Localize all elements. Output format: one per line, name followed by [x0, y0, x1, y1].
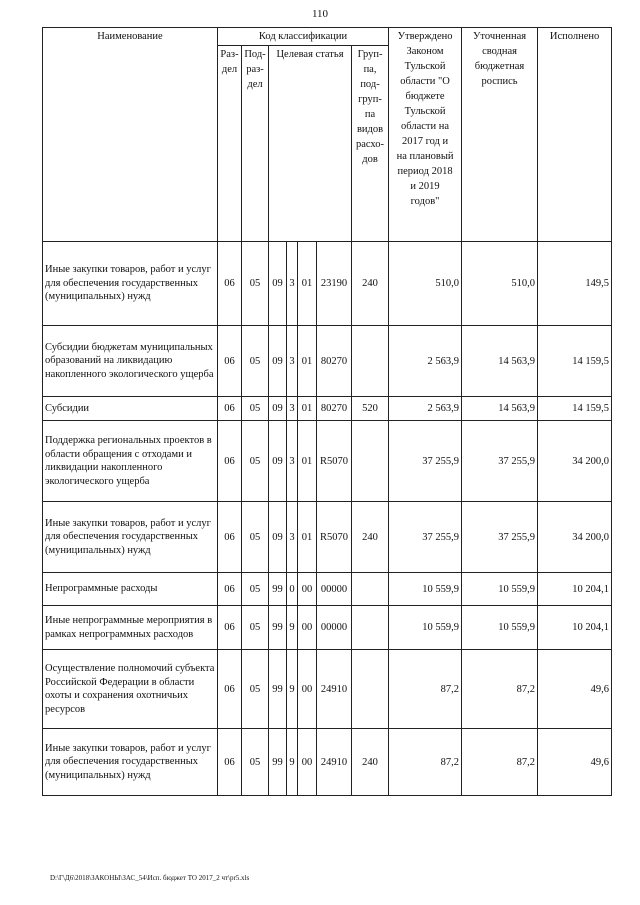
- cell-podrazdel: 05: [242, 421, 269, 502]
- cell-vid: [352, 606, 389, 650]
- cell-cs1: 09: [269, 502, 287, 573]
- cell-cs1: 09: [269, 326, 287, 397]
- header-target-article: Целевая статья: [269, 46, 352, 242]
- cell-cs2: 9: [287, 606, 298, 650]
- cell-vid: 240: [352, 729, 389, 796]
- cell-vid: 240: [352, 242, 389, 326]
- cell-cs2: 9: [287, 729, 298, 796]
- cell-vid: [352, 573, 389, 606]
- cell-approved: 510,0: [389, 242, 462, 326]
- cell-cs1: 09: [269, 421, 287, 502]
- cell-executed: 149,5: [538, 242, 612, 326]
- cell-executed: 10 204,1: [538, 573, 612, 606]
- cell-name: Иные закупки товаров, работ и услуг для обеспечения государственных (муниципальных) нужд: [43, 242, 218, 326]
- cell-podrazdel: 05: [242, 502, 269, 573]
- cell-razdel: 06: [218, 729, 242, 796]
- cell-vid: [352, 650, 389, 729]
- cell-podrazdel: 05: [242, 650, 269, 729]
- cell-approved: 87,2: [389, 650, 462, 729]
- cell-razdel: 06: [218, 326, 242, 397]
- cell-cs2: 3: [287, 242, 298, 326]
- cell-executed: 14 159,5: [538, 326, 612, 397]
- cell-refined: 14 563,9: [462, 397, 538, 421]
- cell-cs3: 01: [298, 502, 317, 573]
- cell-name: Осуществление полномочий субъекта Российской Федерации в области охоты и сохранения охотничьих ресурсов: [43, 650, 218, 729]
- header-expense-group: Груп- па, под- груп- па видов расхо- дов: [352, 46, 389, 242]
- cell-approved: 2 563,9: [389, 397, 462, 421]
- cell-podrazdel: 05: [242, 729, 269, 796]
- cell-vid: 520: [352, 397, 389, 421]
- cell-razdel: 06: [218, 242, 242, 326]
- cell-cs4: 24910: [317, 650, 352, 729]
- header-approved: Утверждено Законом Тульской области "О бюджете Тульской области на 2017 год и на плановый период 2018 и 2019 годов": [389, 28, 462, 242]
- table-row: [43, 326, 612, 397]
- cell-cs1: 99: [269, 650, 287, 729]
- cell-cs3: 00: [298, 650, 317, 729]
- cell-approved: 37 255,9: [389, 421, 462, 502]
- cell-cs3: 01: [298, 242, 317, 326]
- cell-razdel: 06: [218, 650, 242, 729]
- cell-refined: 37 255,9: [462, 421, 538, 502]
- table-row: [43, 242, 612, 326]
- cell-name: Непрограммные расходы: [43, 573, 218, 606]
- cell-cs1: 99: [269, 729, 287, 796]
- table-row: [43, 421, 612, 502]
- cell-cs1: 99: [269, 606, 287, 650]
- cell-cs2: 0: [287, 573, 298, 606]
- page-number: 110: [311, 8, 329, 20]
- header-refined: Уточненная сводная бюджетная роспись: [462, 28, 538, 242]
- cell-executed: 49,6: [538, 650, 612, 729]
- budget-table: [42, 27, 612, 796]
- table-body: [43, 242, 612, 796]
- cell-podrazdel: 05: [242, 242, 269, 326]
- footer-file-path: D:\Г\Д6\2018\ЗАКОНЫ\ЗАС_54\Исп. бюджет ТО 2017_2 чт\pr5.xls: [50, 874, 250, 882]
- cell-razdel: 06: [218, 421, 242, 502]
- cell-cs4: 24910: [317, 729, 352, 796]
- table-row: [43, 502, 612, 573]
- cell-cs4: 23190: [317, 242, 352, 326]
- table-row: [43, 606, 612, 650]
- cell-executed: 34 200,0: [538, 502, 612, 573]
- cell-cs3: 00: [298, 606, 317, 650]
- cell-cs2: 3: [287, 502, 298, 573]
- cell-razdel: 06: [218, 502, 242, 573]
- cell-podrazdel: 05: [242, 326, 269, 397]
- table-row: [43, 573, 612, 606]
- cell-refined: 87,2: [462, 650, 538, 729]
- cell-cs2: 3: [287, 397, 298, 421]
- cell-cs2: 9: [287, 650, 298, 729]
- cell-cs2: 3: [287, 326, 298, 397]
- cell-executed: 14 159,5: [538, 397, 612, 421]
- cell-cs4: 00000: [317, 606, 352, 650]
- cell-refined: 10 559,9: [462, 606, 538, 650]
- header-section: Раз- дел: [218, 46, 242, 242]
- cell-cs3: 00: [298, 729, 317, 796]
- cell-name: Поддержка региональных проектов в области обращения с отходами и ликвидации накопленного экологического ущерба: [43, 421, 218, 502]
- cell-name: Иные закупки товаров, работ и услуг для обеспечения государственных (муниципальных) нужд: [43, 729, 218, 796]
- cell-approved: 10 559,9: [389, 606, 462, 650]
- cell-approved: 87,2: [389, 729, 462, 796]
- cell-podrazdel: 05: [242, 397, 269, 421]
- cell-cs3: 01: [298, 326, 317, 397]
- cell-approved: 2 563,9: [389, 326, 462, 397]
- cell-vid: [352, 326, 389, 397]
- cell-name: Субсидии: [43, 397, 218, 421]
- cell-name: Иные закупки товаров, работ и услуг для обеспечения государственных (муниципальных) нужд: [43, 502, 218, 573]
- header-executed: Исполнено: [538, 28, 612, 242]
- cell-refined: 10 559,9: [462, 573, 538, 606]
- header-name: Наименование: [43, 28, 218, 242]
- cell-cs4: R5070: [317, 421, 352, 502]
- header-subsection: Под- раз- дел: [242, 46, 269, 242]
- cell-refined: 14 563,9: [462, 326, 538, 397]
- cell-razdel: 06: [218, 397, 242, 421]
- cell-cs1: 09: [269, 397, 287, 421]
- cell-cs4: 80270: [317, 326, 352, 397]
- header-code-group: Код классификации: [218, 28, 389, 46]
- table-row: [43, 650, 612, 729]
- cell-approved: 37 255,9: [389, 502, 462, 573]
- cell-cs3: 01: [298, 421, 317, 502]
- cell-executed: 34 200,0: [538, 421, 612, 502]
- cell-refined: 87,2: [462, 729, 538, 796]
- table-row: [43, 729, 612, 796]
- cell-razdel: 06: [218, 573, 242, 606]
- cell-cs3: 00: [298, 573, 317, 606]
- cell-cs1: 09: [269, 242, 287, 326]
- cell-approved: 10 559,9: [389, 573, 462, 606]
- cell-executed: 49,6: [538, 729, 612, 796]
- cell-cs1: 99: [269, 573, 287, 606]
- cell-cs4: 80270: [317, 397, 352, 421]
- cell-cs4: R5070: [317, 502, 352, 573]
- cell-refined: 510,0: [462, 242, 538, 326]
- cell-podrazdel: 05: [242, 573, 269, 606]
- cell-razdel: 06: [218, 606, 242, 650]
- cell-vid: 240: [352, 502, 389, 573]
- table-row: [43, 397, 612, 421]
- cell-name: Иные непрограммные мероприятия в рамках непрограммных расходов: [43, 606, 218, 650]
- cell-refined: 37 255,9: [462, 502, 538, 573]
- cell-vid: [352, 421, 389, 502]
- cell-cs3: 01: [298, 397, 317, 421]
- cell-cs2: 3: [287, 421, 298, 502]
- cell-name: Субсидии бюджетам муниципальных образований на ликвидацию накопленного экологического ущерба: [43, 326, 218, 397]
- cell-cs4: 00000: [317, 573, 352, 606]
- cell-executed: 10 204,1: [538, 606, 612, 650]
- cell-podrazdel: 05: [242, 606, 269, 650]
